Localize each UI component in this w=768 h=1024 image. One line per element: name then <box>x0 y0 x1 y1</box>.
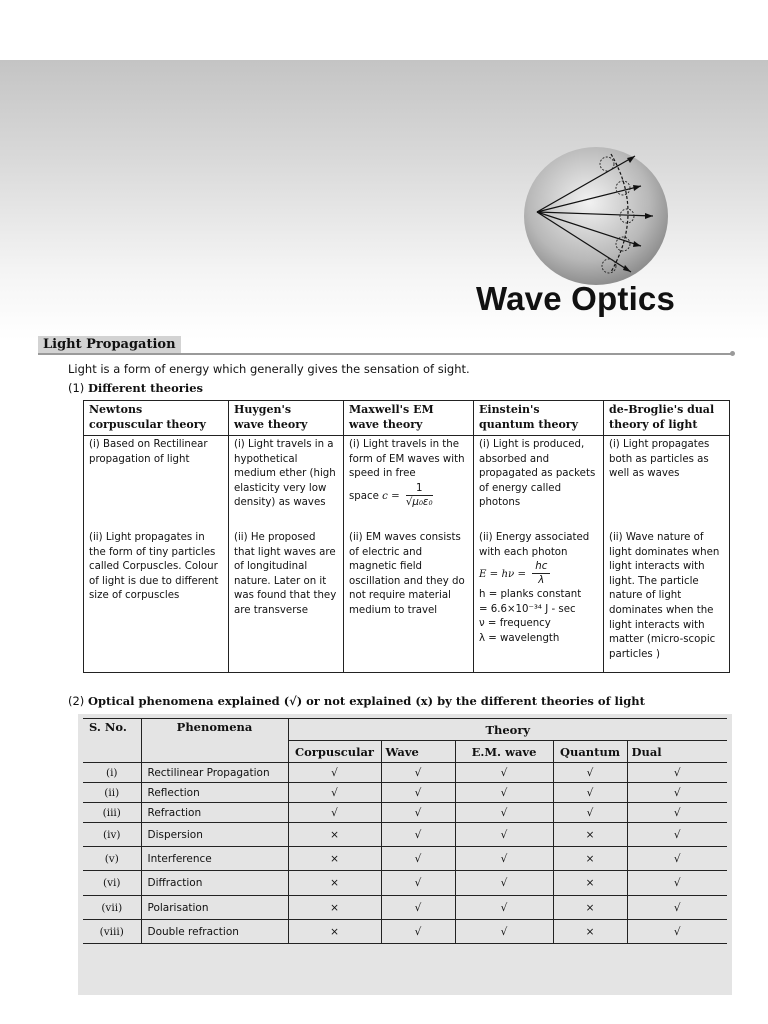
phenomena-row <box>83 896 727 920</box>
phenomena-heading-text: Optical phenomena explained (√) or not explained (x) by the different theories of light <box>87 694 645 708</box>
phenomena-table-body <box>83 763 727 944</box>
phenomena-mark: √ <box>627 871 727 896</box>
phenomena-mark: √ <box>381 823 455 847</box>
maxwell-formula: space c = $\frac{1}{\text{√μ₀ε₀}}$ <box>349 482 433 508</box>
phenomena-mark: × <box>553 896 627 920</box>
phenomena-name: Dispersion <box>141 823 288 847</box>
phenomena-mark: √ <box>627 763 727 783</box>
wavelength-definition: λ = wavelength <box>479 632 560 644</box>
einstein-point-1: (i) Light is produced, absorbed and propagated as packets of energy called photons <box>474 436 604 530</box>
phenomena-name: Diffraction <box>141 871 288 896</box>
phenomena-mark: √ <box>381 920 455 944</box>
phenomena-mark: × <box>553 920 627 944</box>
phenomena-sno: (viii) <box>83 920 141 944</box>
phenomena-mark: √ <box>553 763 627 783</box>
phenomena-name: Reflection <box>141 783 288 803</box>
phenomena-mark: √ <box>288 763 381 783</box>
huygen-point-1: (i) Light travels in a hypothetical medium ether (high elasticity very low density) as waves <box>229 436 344 530</box>
phenomena-mark: √ <box>455 920 553 944</box>
phenomena-row <box>83 803 727 823</box>
phenomena-row <box>83 920 727 944</box>
phenomena-sno: (i) <box>83 763 141 783</box>
phenomena-mark: √ <box>627 896 727 920</box>
theory-header-debroglie: de-Broglie's dual theory of light <box>604 401 730 436</box>
phenomena-name: Interference <box>141 847 288 871</box>
newton-point-2: (ii) Light propagates in the form of tiny particles called Corpuscles. Colour of light is due to different size of corpuscles <box>84 529 229 673</box>
theory-header: Theory <box>288 719 727 741</box>
phenomena-header: Phenomena <box>141 719 288 763</box>
phenomena-mark: × <box>553 871 627 896</box>
phenomena-sno: (v) <box>83 847 141 871</box>
phenomena-mark: √ <box>553 783 627 803</box>
theory-header-maxwell: Maxwell's EM wave theory <box>344 401 474 436</box>
phenomena-row <box>83 823 727 847</box>
phenomena-number: (2) <box>68 694 85 708</box>
theories-heading <box>68 381 203 395</box>
chapter-title: Wave Optics <box>476 280 676 317</box>
theories-row-1 <box>84 436 730 530</box>
section-title: Light Propagation <box>38 336 181 353</box>
theories-header-row <box>84 401 730 436</box>
huygen-point-2: (ii) He proposed that light waves are of longitudinal nature. Later on it was found that they are transverse <box>229 529 344 673</box>
phenomena-mark: × <box>288 871 381 896</box>
theory-col-em-wave: E.M. wave <box>455 741 553 763</box>
theory-header-huygen: Huygen's wave theory <box>229 401 344 436</box>
theory-col-wave: Wave <box>381 741 455 763</box>
phenomena-heading <box>68 694 645 708</box>
phenomena-sno: (iii) <box>83 803 141 823</box>
debroglie-point-1: (i) Light propagates both as particles as well as waves <box>604 436 730 530</box>
phenomena-mark: √ <box>455 823 553 847</box>
theory-col-quantum: Quantum <box>553 741 627 763</box>
phenomena-header-row-1 <box>83 719 727 741</box>
phenomena-sno: (vi) <box>83 871 141 896</box>
theory-col-dual: Dual <box>627 741 727 763</box>
intro-text: Light is a form of energy which generally gives the sensation of sight. <box>68 362 470 376</box>
phenomena-mark: √ <box>455 896 553 920</box>
phenomena-mark: √ <box>381 871 455 896</box>
phenomena-mark: √ <box>381 847 455 871</box>
phenomena-mark: √ <box>381 896 455 920</box>
phenomena-name: Polarisation <box>141 896 288 920</box>
theories-number: (1) <box>68 381 85 395</box>
phenomena-mark: √ <box>455 847 553 871</box>
planck-definition: h = planks constant <box>479 589 582 601</box>
wave-optics-illustration <box>523 146 669 286</box>
phenomena-row <box>83 783 727 803</box>
phenomena-mark: √ <box>381 803 455 823</box>
phenomena-mark: √ <box>455 803 553 823</box>
phenomena-name: Rectilinear Propagation <box>141 763 288 783</box>
newton-point-1: (i) Based on Rectilinear propagation of light <box>84 436 229 530</box>
phenomena-mark: √ <box>627 803 727 823</box>
theories-row-2 <box>84 529 730 673</box>
phenomena-row <box>83 763 727 783</box>
phenomena-name: Double refraction <box>141 920 288 944</box>
phenomena-mark: × <box>288 823 381 847</box>
phenomena-name: Refraction <box>141 803 288 823</box>
theory-header-einstein: Einstein's quantum theory <box>474 401 604 436</box>
theory-header-newton: Newtons corpuscular theory <box>84 401 229 436</box>
einstein-point-2: (ii) Energy associated with each photon E = hν = $\frac{hc}{\lambda}$ h = planks constant = 6.6×10⁻³⁴ J - sec ν = frequency λ = wavelength <box>474 529 604 673</box>
phenomena-mark: √ <box>381 763 455 783</box>
section-divider <box>38 353 733 355</box>
einstein-formula: E = hν = $\frac{hc}{\lambda}$ <box>479 561 550 587</box>
phenomena-mark: √ <box>627 920 727 944</box>
frequency-definition: ν = frequency <box>479 618 551 630</box>
phenomena-mark: √ <box>627 847 727 871</box>
maxwell-point-2: (ii) EM waves consists of electric and magnetic field oscillation and they do not require material medium to travel <box>344 529 474 673</box>
phenomena-mark: √ <box>381 783 455 803</box>
phenomena-mark: √ <box>288 803 381 823</box>
phenomena-sno: (ii) <box>83 783 141 803</box>
maxwell-point-1: (i) Light travels in the form of EM waves with speed in free space c = $\frac{1}{\text{√μ₀ε₀}}$ <box>344 436 474 530</box>
phenomena-mark: × <box>553 823 627 847</box>
phenomena-mark: √ <box>288 783 381 803</box>
phenomena-row <box>83 871 727 896</box>
phenomena-mark: √ <box>627 823 727 847</box>
section-divider-dot <box>730 351 735 356</box>
phenomena-table <box>83 718 727 944</box>
theories-heading-text: Different theories <box>87 381 203 395</box>
debroglie-point-2: (ii) Wave nature of light dominates when light interacts with light. The particle nature of light dominates when the light interacts with matter (micro-scopic particles ) <box>604 529 730 673</box>
theory-col-corpuscular: Corpuscular <box>288 741 381 763</box>
phenomena-mark: × <box>288 920 381 944</box>
phenomena-mark: √ <box>455 763 553 783</box>
theories-table <box>83 400 730 673</box>
phenomena-mark: × <box>288 896 381 920</box>
planck-value: = 6.6×10⁻³⁴ J - sec <box>479 603 576 615</box>
phenomena-mark: √ <box>455 871 553 896</box>
sno-header: S. No. <box>83 719 141 763</box>
phenomena-sno: (iv) <box>83 823 141 847</box>
phenomena-mark: √ <box>455 783 553 803</box>
phenomena-row <box>83 847 727 871</box>
phenomena-sno: (vii) <box>83 896 141 920</box>
phenomena-mark: × <box>553 847 627 871</box>
phenomena-mark: √ <box>627 783 727 803</box>
phenomena-mark: √ <box>553 803 627 823</box>
phenomena-mark: × <box>288 847 381 871</box>
